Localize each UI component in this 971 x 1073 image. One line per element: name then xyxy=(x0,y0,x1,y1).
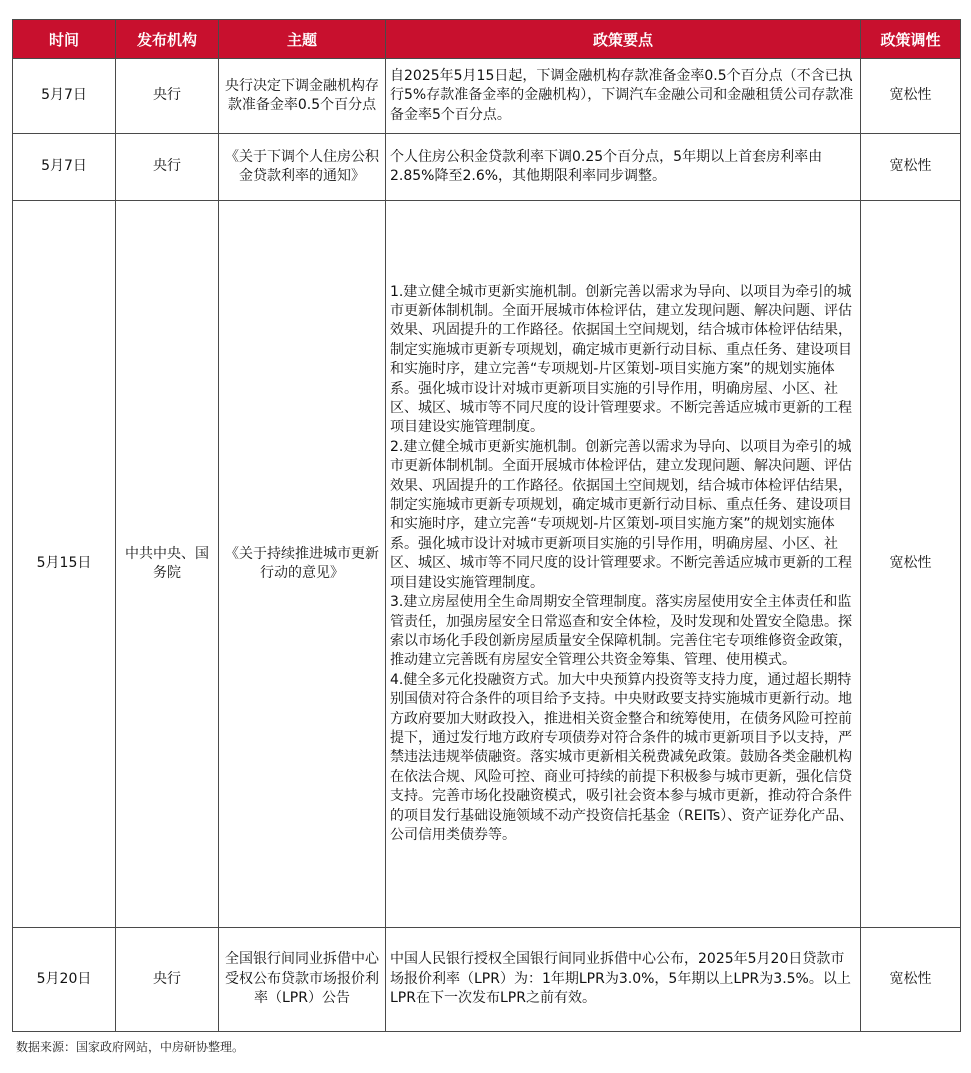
table-header-row xyxy=(13,20,961,59)
cell-points xyxy=(386,928,861,1032)
cell-date: 5月15日 xyxy=(13,201,116,928)
policy-table-container xyxy=(12,19,960,1060)
header-date: 时间 xyxy=(13,20,116,59)
point-text: 2.建立健全城市更新实施机制。创新完善以需求为导向、以项目为牵引的城市更新体制机制。全面开展城市体检评估，建立发现问题、解决问题、评估效果、巩固提升的工作路径。依据国土空间规划，结合城市体检评估结果，制定实施城市更新专项规划，确定城市更新行动目标、重点任务、建设项目和实施时序，建立完善“专项规划-片区策划-项目实施方案”的规划实施体系。强化城市设计对城市更新项目实施的引导作用，明确房屋、小区、社区、城区、城市等不同尺度的设计管理要求。不断完善适应城市更新的工程项目建设实施管理制度。 xyxy=(390,438,852,591)
point-text: 自2025年5月15日起，下调金融机构存款准备金率0.5个百分点（不含已执行5%存款准备金率的金融机构），下调汽车金融公司和金融租赁公司存款准备金率5个百分点。 xyxy=(390,67,854,123)
cell-topic: 《关于持续推进城市更新行动的意见》 xyxy=(219,201,386,928)
table-row xyxy=(13,134,961,201)
cell-agency: 央行 xyxy=(116,134,219,201)
point-text: 个人住房公积金贷款利率下调0.25个百分点，5年期以上首套房利率由2.85%降至2.6%，其他期限利率同步调整。 xyxy=(390,148,823,184)
point-text: 1.建立健全城市更新实施机制。创新完善以需求为导向、以项目为牵引的城市更新体制机制。全面开展城市体检评估，建立发现问题、解决问题、评估效果、巩固提升的工作路径。依据国土空间规划，结合城市体检评估结果，制定实施城市更新专项规划，确定城市更新行动目标、重点任务、建设项目和实施时序，建立完善“专项规划-片区策划-项目实施方案”的规划实施体系。强化城市设计对城市更新项目实施的引导作用，明确房屋、小区、社区、城区、城市等不同尺度的设计管理要求。不断完善适应城市更新的工程项目建设实施管理制度。 xyxy=(390,283,852,436)
cell-points xyxy=(386,134,861,201)
data-source-note: 数据来源：国家政府网站，中房研协整理。 xyxy=(16,1040,245,1054)
policy-table xyxy=(12,19,961,1032)
header-points: 政策要点 xyxy=(386,20,861,59)
cell-date: 5月7日 xyxy=(13,134,116,201)
cell-tone: 宽松性 xyxy=(861,134,961,201)
cell-points xyxy=(386,59,861,134)
cell-topic: 全国银行间同业拆借中心受权公布贷款市场报价利率（LPR）公告 xyxy=(219,928,386,1032)
point-text: 4.健全多元化投融资方式。加大中央预算内投资等支持力度，通过超长期特别国债对符合条件的项目给予支持。中央财政要支持实施城市更新行动。地方政府要加大财政投入，推进相关资金整合和统筹使用，在债务风险可控前提下，通过发行地方政府专项债券对符合条件的城市更新项目予以支持，严禁违法违规举债融资。落实城市更新相关税费减免政策。鼓励各类金融机构在依法合规、风险可控、商业可持续的前提下积极参与城市更新，强化信贷支持。完善市场化投融资模式，吸引社会资本参与城市更新，推动符合条件的项目发行基础设施领域不动产投资信托基金（REITs）、资产证券化产品、公司信用类债券等。 xyxy=(390,671,854,843)
cell-date: 5月7日 xyxy=(13,59,116,134)
cell-tone: 宽松性 xyxy=(861,59,961,134)
point-text: 中国人民银行授权全国银行间同业拆借中心公布，2025年5月20日贷款市场报价利率（LPR）为：1年期LPR为3.0%，5年期以上LPR为3.5%。以上LPR在下一次发布LPR之前有效。 xyxy=(390,951,851,1007)
cell-date: 5月20日 xyxy=(13,928,116,1032)
point-text: 3.建立房屋使用全生命周期安全管理制度。落实房屋使用安全主体责任和监管责任，加强房屋安全日常巡查和安全体检，及时发现和处置安全隐患。探索以市场化手段创新房屋质量安全保障机制。完善住宅专项维修资金政策，推动建立完善既有房屋安全管理公共资金筹集、管理、使用模式。 xyxy=(390,594,852,669)
table-row xyxy=(13,201,961,928)
cell-topic: 《关于下调个人住房公积金贷款利率的通知》 xyxy=(219,134,386,201)
cell-topic: 央行决定下调金融机构存款准备金率0.5个百分点 xyxy=(219,59,386,134)
cell-agency: 中共中央、国务院 xyxy=(116,201,219,928)
header-agency: 发布机构 xyxy=(116,20,219,59)
cell-tone: 宽松性 xyxy=(861,201,961,928)
cell-points xyxy=(386,201,861,928)
table-row xyxy=(13,928,961,1032)
cell-agency: 央行 xyxy=(116,59,219,134)
table-row xyxy=(13,59,961,134)
header-tone: 政策调性 xyxy=(861,20,961,59)
cell-tone: 宽松性 xyxy=(861,928,961,1032)
header-topic: 主题 xyxy=(219,20,386,59)
cell-agency: 央行 xyxy=(116,928,219,1032)
